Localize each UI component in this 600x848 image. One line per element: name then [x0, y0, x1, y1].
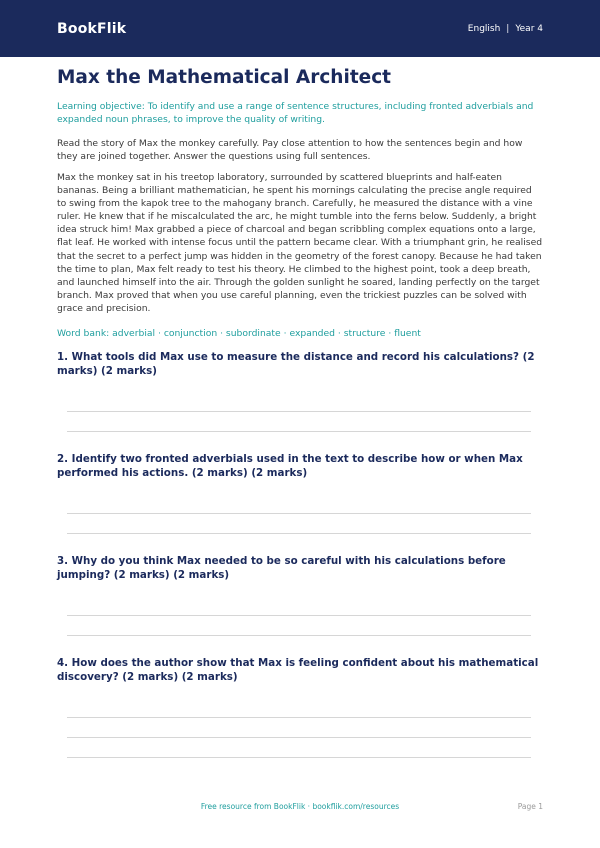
question-3 — [57, 554, 543, 582]
word-bank: Word bank: adverbial · conjunction · subordinate · expanded · structure · fluent — [57, 328, 421, 340]
answer-line[interactable] — [67, 411, 531, 412]
page-header — [0, 0, 600, 57]
year-label: Year 4 — [515, 23, 543, 34]
question-text: 1. What tools did Max use to measure the distance and record his calculations? (2 marks) (2 marks) — [57, 351, 535, 377]
answer-line[interactable] — [67, 717, 531, 718]
page-footer — [0, 802, 600, 814]
answer-line[interactable] — [67, 757, 531, 758]
story-passage: Max the monkey sat in his treetop laboratory, surrounded by scattered blueprints and half-eaten bananas. Being a brilliant mathematician, he spent his mornings calculating the precise angle required to swing from the kapok tree to the mahogany branch. Carefully, he measured the distance with a vine ruler. He knew that if he miscalculated the arc, he might tumble into the ferns below. Suddenly, a bright idea struck him! Max grabbed a piece of charcoal and began scribbling complex equations onto a large, flat leaf. He worked with intense focus until the pattern became clear. With a triumphant grin, he realised that the secret to a perfect jump was hidden in the geometry of the forest canopy. Because he had taken the time to plan, Max felt ready to test his theory. He climbed to the highest point, took a deep breath, and launched himself into the air. Through the golden sunlight he soared, landing perfectly on the target branch. Max proved that when you use careful planning, even the trickiest puzzles can be solved with grace and precision. — [57, 172, 543, 314]
learning-objective: Learning objective: To identify and use a range of sentence structures, including fronted adverbials and expanded noun phrases, to improve the quality of writing. — [57, 101, 534, 125]
worksheet-content — [57, 57, 543, 340]
meta-separator: | — [506, 23, 510, 34]
question-4 — [57, 656, 543, 684]
answer-line[interactable] — [67, 533, 531, 534]
header-meta — [468, 24, 543, 34]
answer-line[interactable] — [67, 615, 531, 616]
worksheet-title: Max the Mathematical Architect — [57, 67, 392, 88]
question-text: 3. Why do you think Max needed to be so careful with his calculations before jumping? (2 marks) (2 marks) — [57, 555, 506, 581]
answer-line[interactable] — [67, 431, 531, 432]
question-text: 4. How does the author show that Max is feeling confident about his mathematical discovery? (2 marks) (2 marks) — [57, 657, 539, 683]
question-2 — [57, 452, 543, 480]
subject-label: English — [467, 23, 501, 34]
question-text: 2. Identify two fronted adverbials used in the text to describe how or when Max performed his actions. (2 marks) (2 marks) — [57, 453, 523, 479]
answer-line[interactable] — [67, 513, 531, 514]
instructions: Read the story of Max the monkey carefully. Pay close attention to how the sentences begin and how they are joined together. Answer the questions using full sentences. — [57, 138, 523, 162]
answer-line[interactable] — [67, 635, 531, 636]
answer-line[interactable] — [67, 737, 531, 738]
footer-resource-link[interactable]: Free resource from BookFlik · bookflik.com/resources — [200, 802, 400, 811]
question-1 — [57, 350, 543, 378]
page-number: Page 1 — [517, 802, 543, 811]
brand-logo[interactable]: BookFlik — [57, 20, 127, 37]
